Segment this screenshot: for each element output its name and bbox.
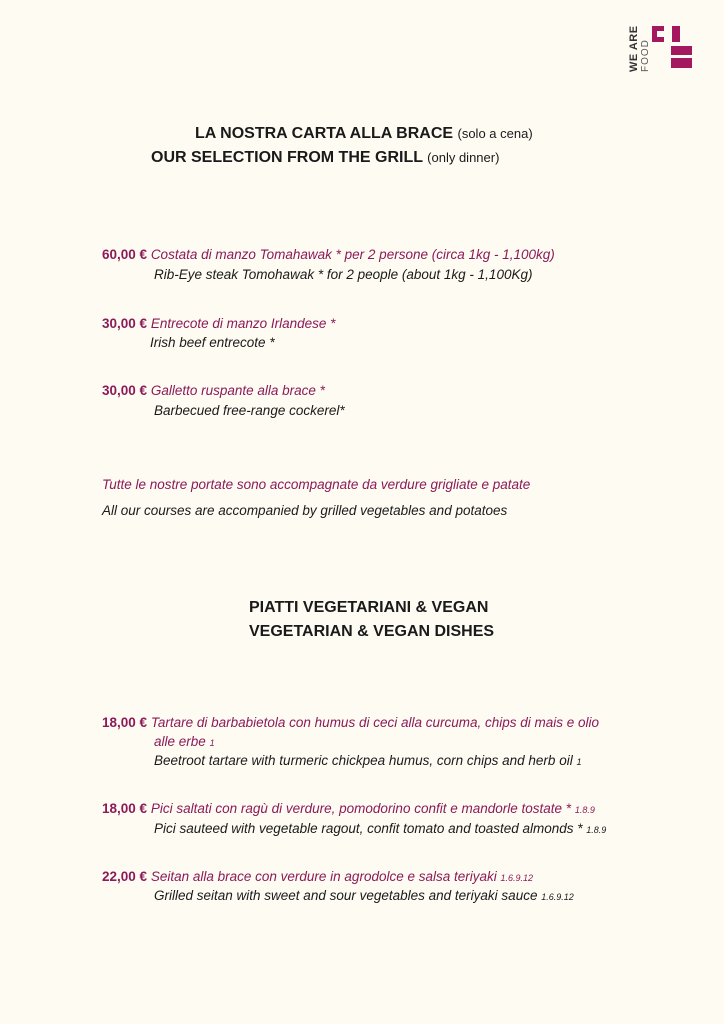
allergen-codes: 1 xyxy=(576,757,582,767)
allergen-codes: 1.6.9.12 xyxy=(500,873,534,883)
veg-title-en: VEGETARIAN & VEGAN DISHES xyxy=(249,623,495,640)
menu-item-it-cont: alle erbe 1 xyxy=(154,734,215,749)
veg-title-it: PIATTI VEGETARIANI & VEGAN xyxy=(249,599,489,616)
menu-item-en: Pici sauteed with vegetable ragout, confit tomato and toasted almonds * 1.8.9 xyxy=(154,821,607,836)
allergen-codes: 1.8.9 xyxy=(574,805,595,815)
menu-item-it: 30,00 € Galletto ruspante alla brace * xyxy=(102,383,325,398)
logo-wordmark: WE ARE FOOD xyxy=(628,25,651,72)
menu-item-en: Grilled seitan with sweet and sour vegetables and teriyaki sauce 1.6.9.12 xyxy=(154,888,574,903)
menu-item-en: Barbecued free-range cockerel* xyxy=(154,403,345,418)
menu-item-it: 30,00 € Entrecote di manzo Irlandese * xyxy=(102,316,336,331)
grill-title-it: LA NOSTRA CARTA ALLA BRACE (solo a cena) xyxy=(195,125,533,142)
grill-title-en: OUR SELECTION FROM THE GRILL (only dinner) xyxy=(151,149,500,166)
accompaniment-note-it: Tutte le nostre portate sono accompagnate da verdure grigliate e patate xyxy=(102,477,531,492)
menu-item-en: Beetroot tartare with turmeric chickpea humus, corn chips and herb oil 1 xyxy=(154,753,582,768)
menu-item-it: 22,00 € Seitan alla brace con verdure in agrodolce e salsa teriyaki 1.6.9.12 xyxy=(102,869,534,884)
menu-item-en: Rib-Eye steak Tomohawak * for 2 people (about 1kg - 1,100Kg) xyxy=(154,267,533,282)
menu-item-it: 18,00 € Pici saltati con ragù di verdure, pomodorino confit e mandorle tostate * 1.8.9 xyxy=(102,801,595,816)
allergen-codes: 1.6.9.12 xyxy=(541,892,574,902)
accompaniment-note-en: All our courses are accompanied by grilled vegetables and potatoes xyxy=(102,503,508,518)
allergen-codes: 1 xyxy=(209,738,215,748)
menu-item-it: 60,00 € Costata di manzo Tomahawak * per 2 persone (circa 1kg - 1,100kg) xyxy=(102,247,555,262)
allergen-codes: 1.8.9 xyxy=(586,825,607,835)
menu-item-it: 18,00 € Tartare di barbabietola con humus di ceci alla curcuma, chips di mais e olio xyxy=(102,715,600,730)
menu-item-en: Irish beef entrecote * xyxy=(150,335,275,350)
